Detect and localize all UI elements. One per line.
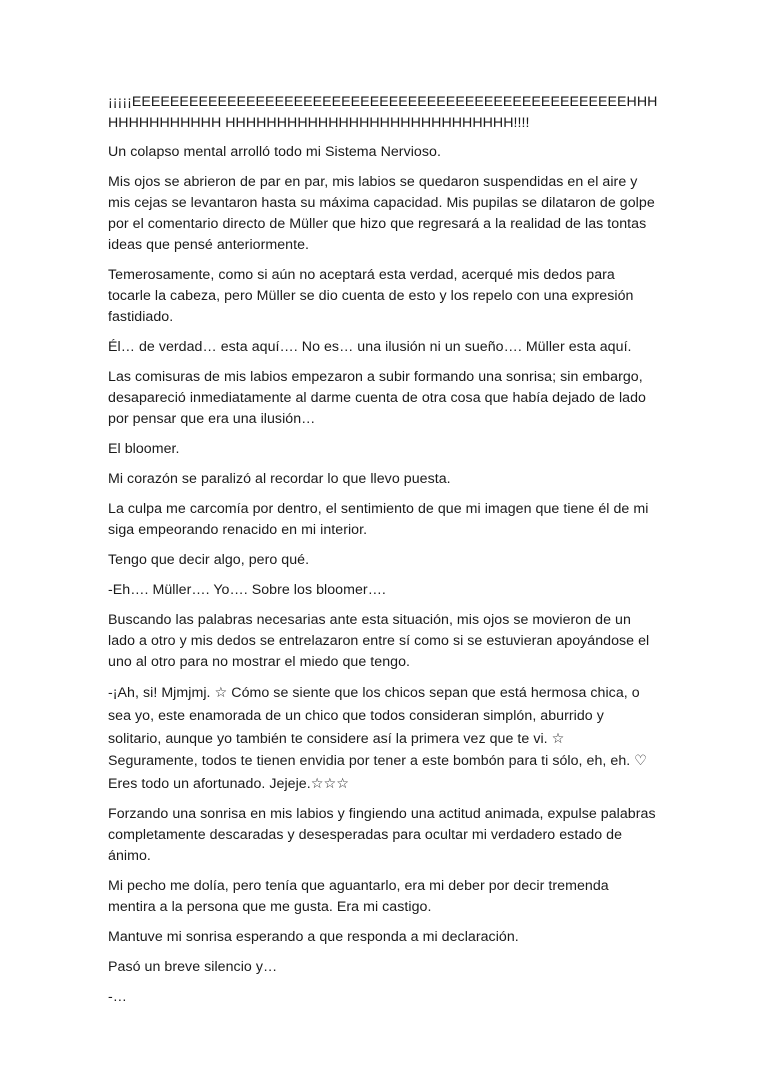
paragraph-brief-silence: Pasó un breve silencio y… [108, 958, 278, 975]
paragraph-say-something: Tengo que decir algo, pero qué. [108, 552, 310, 568]
paragraph-dialogue-eh: -Eh…. Müller…. Yo…. Sobre los bloomer…. [108, 582, 386, 598]
paragraph-touch-head: Temerosamente, como si aún no aceptará esta verdad, acerqué mis dedos para tocarle la cabeza, pero Müller se dio cuenta de esto y los repelo con una expresión fastidiado. [108, 267, 634, 325]
paragraph-heart-paralyzed: Mi corazón se paralizó al recordar lo que llevo puesta. [108, 471, 451, 487]
document-page [108, 92, 658, 1017]
paragraph-he-is-here: Él… de verdad… esta aquí…. No es… una ilusión ni un sueño…. Müller esta aquí. [108, 339, 632, 355]
paragraph-kept-smile: Mantuve mi sonrisa esperando a que responda a mi declaración. [108, 928, 519, 945]
paragraph-bloomer: El bloomer. [108, 441, 180, 457]
paragraph-eyes-opened: Mis ojos se abrieron de par en par, mis labios se quedaron suspendidas en el aire y mis cejas se levantaron hasta su máxima capacidad. Mis pupilas se dilataron de golpe por el comentario directo de Müller que hizo que regresará a la realidad de las tontas ideas que pensé anteriormente. [108, 174, 655, 253]
paragraph-dialogue-ellipsis: -… [108, 988, 128, 1005]
paragraph-guilt: La culpa me carcomía por dentro, el sentimiento de que mi imagen que tiene él de mi siga empeorando renacido en mi interior. [108, 501, 649, 538]
paragraph-searching-words: Buscando las palabras necesarias ante esta situación, mis ojos se movieron de un lado a otro y mis dedos se entrelazaron entre sí como si se estuvieran apoyándose el uno al otro para no mostrar el miedo que tengo. [108, 612, 650, 670]
paragraph-smile-disappeared: Las comisuras de mis labios empezaron a subir formando una sonrisa; sin embargo, desapareció inmediatamente al darme cuenta de otra cosa que había dejado de lado por pensar que era una ilusión… [108, 369, 646, 427]
paragraph-dialogue-sparkle: -¡Ah, si! Mjmjmj. ☆ Cómo se siente que los chicos sepan que está hermosa chica, o sea yo, este enamorada de un chico que todos consideran simplón, aburrido y solitario, aunque yo también te considere así la primera vez que te vi. ☆ Seguramente, todos te tienen envidia por tener a este bombón para ti sólo, eh, eh. ♡ Eres todo un afortunado. Jejeje.☆☆☆ [108, 685, 648, 793]
paragraph-scream: ¡¡¡¡¡EEEEEEEEEEEEEEEEEEEEEEEEEEEEEEEEEEEEEEEEEEEEEEEEEEEEHHHHHHHHHHHHHH HHHHHHHHHHHHHHHHHHHHHHHHHHHH!!!! [108, 94, 658, 131]
paragraph-chest-hurt: Mi pecho me dolía, pero tenía que aguantarlo, era mi deber por decir tremenda mentira a la persona que me gusta. Era mi castigo. [108, 877, 609, 915]
paragraph-mental-collapse: Un colapso mental arrolló todo mi Sistema Nervioso. [108, 144, 441, 160]
paragraph-forcing-smile: Forzando una sonrisa en mis labios y fingiendo una actitud animada, expulse palabras completamente descaradas y desesperadas para ocultar mi verdadero estado de ánimo. [108, 805, 656, 864]
